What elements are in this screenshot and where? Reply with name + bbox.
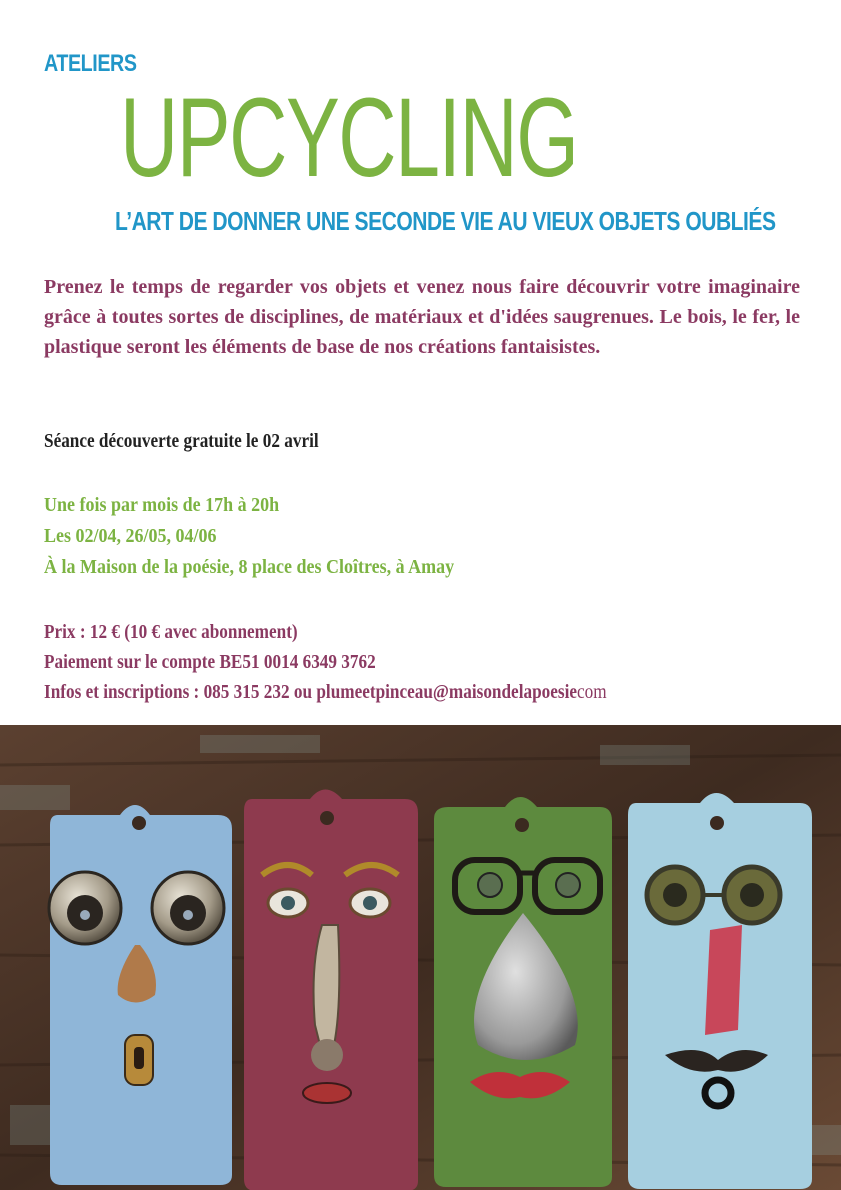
page-title: UPCYCLING — [120, 75, 578, 200]
upcycled-faces-photo — [0, 725, 841, 1190]
email-tld: com — [576, 681, 607, 703]
intro-paragraph: Prenez le temps de regarder vos objets et venez nous faire découvrir votre imaginaire grâce à toutes sortes de disciplines, de matériaux et d'idées saugrenues. Le bois, le fer, le plastique seront les éléments de base de nos créations fantaisistes. — [44, 276, 800, 358]
subtitle: L’ART DE DONNER UNE SECONDE VIE AU VIEUX OBJETS OUBLIÉS — [115, 206, 776, 236]
schedule-frequency: Une fois par mois de 17h à 20h — [44, 494, 280, 516]
schedule-location: À la Maison de la poésie, 8 place des Cloîtres, à Amay — [44, 556, 455, 578]
kicker: ATELIERS — [44, 50, 137, 77]
schedule-dates: Les 02/04, 26/05, 04/06 — [44, 525, 217, 547]
face-board-blue — [49, 805, 232, 1185]
face-board-green — [434, 797, 612, 1187]
info-line — [44, 678, 607, 707]
payment-line: Paiement sur le compte BE51 0014 6349 3762 — [44, 651, 376, 673]
info-text: Infos et inscriptions : 085 315 232 ou plumeetpinceau@maisondelapoesie — [44, 681, 577, 703]
price-line: Prix : 12 € (10 € avec abonnement) — [44, 621, 298, 643]
face-board-maroon — [244, 790, 418, 1190]
face-board-lightblue — [628, 793, 812, 1189]
discovery-session: Séance découverte gratuite le 02 avril — [44, 430, 319, 452]
